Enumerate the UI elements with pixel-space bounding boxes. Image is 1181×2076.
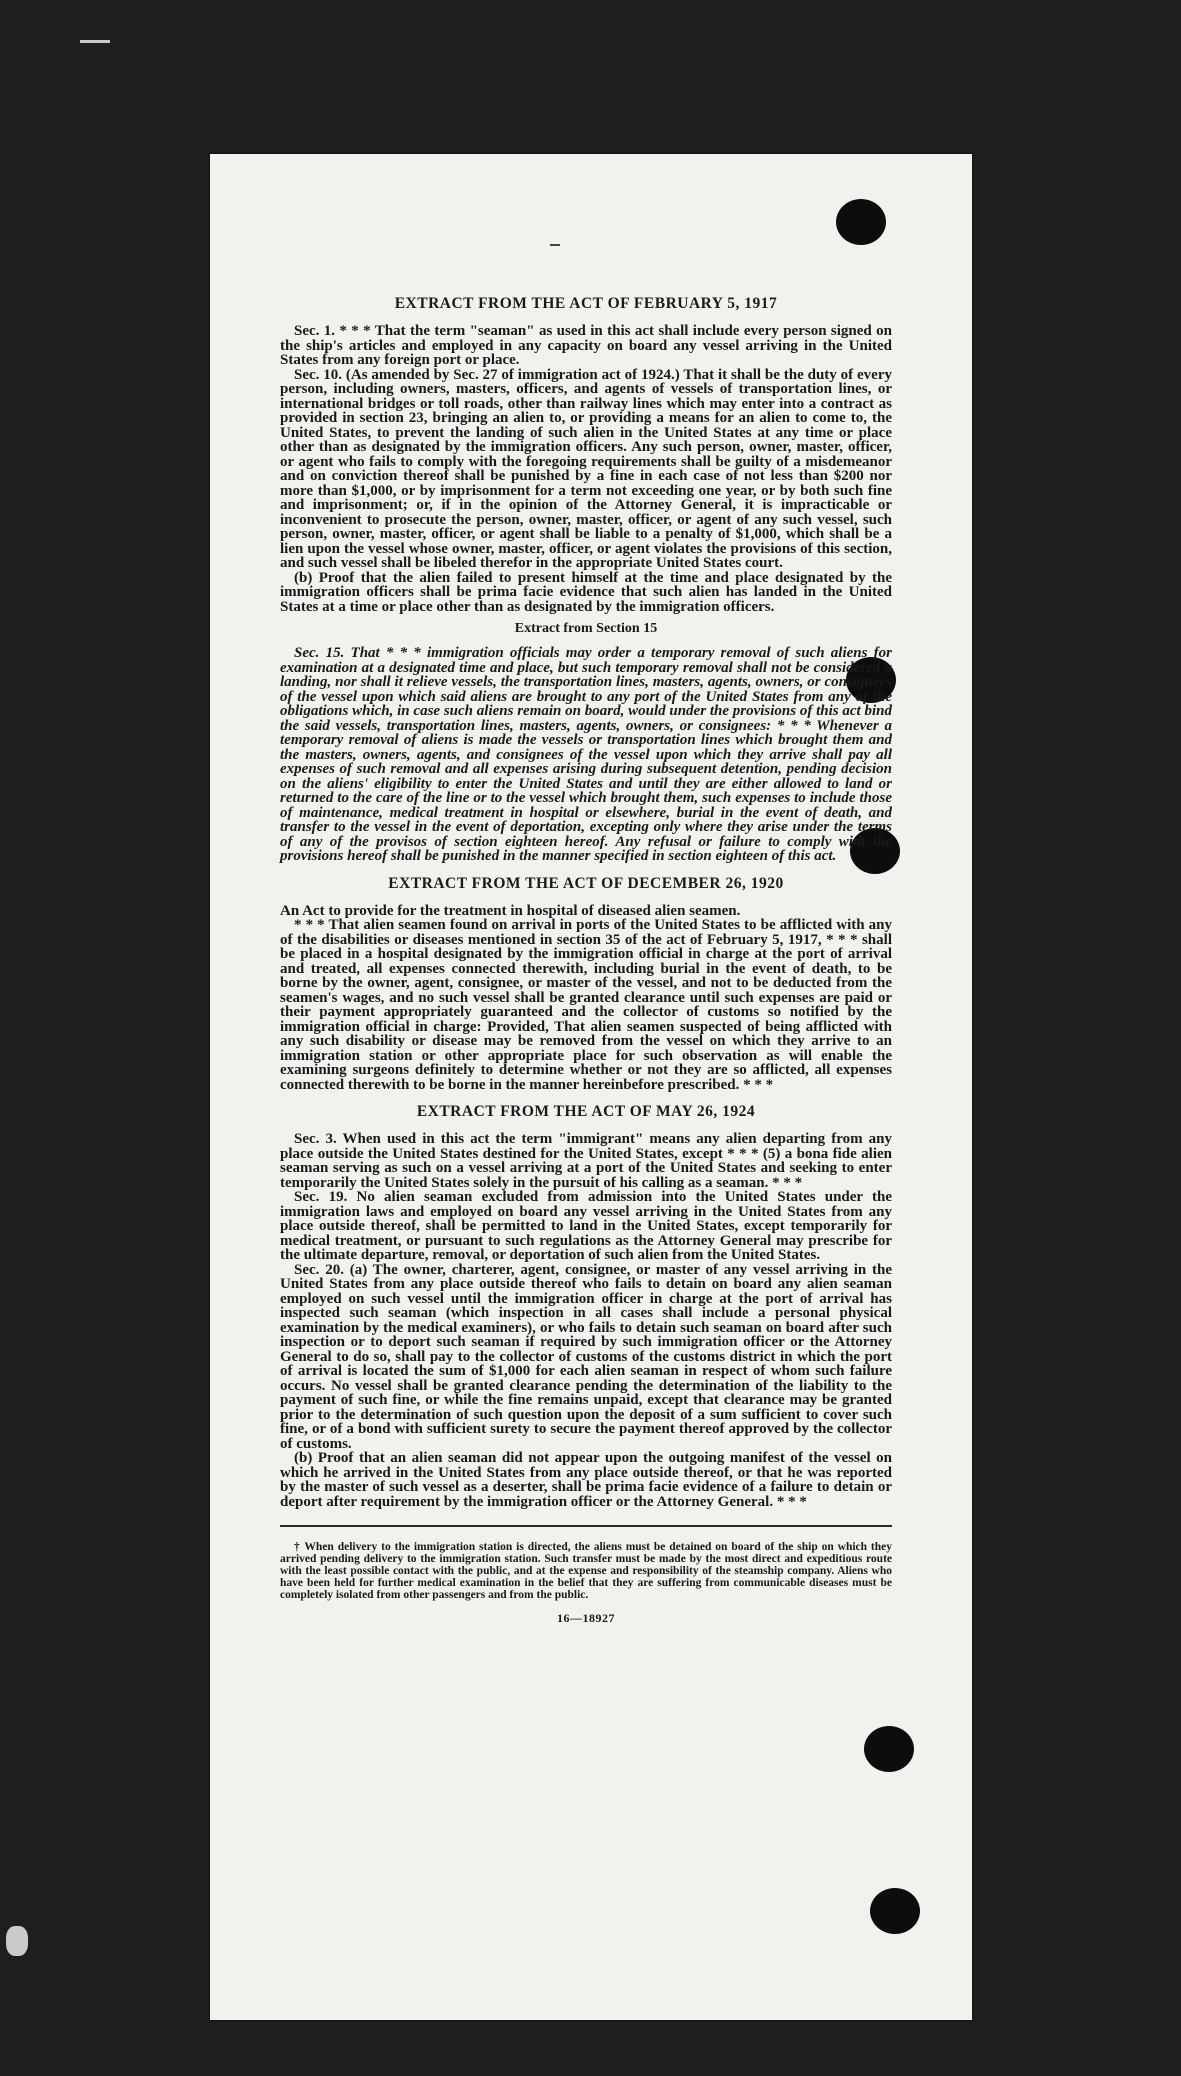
document-body xyxy=(280,294,892,1626)
heading-act-1917: EXTRACT FROM THE ACT OF FEBRUARY 5, 1917 xyxy=(394,295,778,312)
scan-artifact xyxy=(6,1926,28,1956)
section-3: Sec. 3. When used in this act the term "immigrant" means any alien departing from any place outside the United States destined for the United States, except * * * (5) a bona fide alien seaman serving as such on a vessel arriving at a port of the United States and seeking to enter temporarily the United States solely in the pursuit of his calling as a seaman. * * * xyxy=(280,1131,892,1191)
heading-section-15: Extract from Section 15 xyxy=(514,621,658,636)
footnote-divider xyxy=(280,1525,892,1527)
punch-hole xyxy=(870,1888,920,1934)
heading-act-1920: EXTRACT FROM THE ACT OF DECEMBER 26, 1920 xyxy=(388,874,784,892)
punch-hole xyxy=(864,1726,914,1772)
scan-artifact xyxy=(80,40,110,43)
section-15: Sec. 15. That * * * immigration officials may order a temporary removal of such aliens for examination at a designated time and place, but such temporary removal shall not be considered a landing, nor shall it relieve vessels, the transportation lines, masters, agents, owners, or consignees of the vessel upon which said aliens are brought to any port of the United States from any of the obligations which, in case such aliens remain on board, would under the provisions of this act bind the said vessels, transportation lines, masters, agents, owners, or consignees: * * * Whenever a temporary removal of aliens is made the vessels or transportation lines which brought them and the masters, owners, agents, and consignees of the vessel upon which they arrive shall pay all expenses of such removal and all expenses arising during subsequent detention, pending decision on the aliens' eligibility to enter the United States and until they are either allowed to land or returned to the care of the line or to the vessel which brought them, such expenses to include those of maintenance, medical treatment in hospital or elsewhere, burial in the event of death, and transfer to the vessel in the event of deportation, excepting only where they arise under the terms of any of the provisos of section eighteen hereof. Any refusal or failure to comply with the provisions hereof shall be punished in the manner specified in section eighteen of this act. xyxy=(280,645,892,864)
section-20: Sec. 20. (a) The owner, charterer, agent, consignee, or master of any vessel arriving in the United States from any place outside thereof who fails to detain on board any alien seaman employed on such vessel until the immigration officer in charge at the port of arrival has inspected such seaman (which inspection in all cases shall include a personal physical examination by the medical examiners), or who fails to detain such seaman on board after such inspection or to deport such seaman if required by such immigration officer or the Attorney General to do so, shall pay to the collector of customs of the customs district in which the port of arrival is located the sum of $1,000 for each alien seaman in respect of whom such failure occurs. No vessel shall be granted clearance pending the determination of the liability to the payment of such fine, or while the fine remains unpaid, except that clearance may be granted prior to the determination of such question upon the deposit of a sum sufficient to cover such fine, or of a bond with sufficient surety to secure the payment thereof approved by the collector of customs. xyxy=(280,1261,892,1452)
heading-act-1924: EXTRACT FROM THE ACT OF MAY 26, 1924 xyxy=(416,1103,756,1120)
act-1920-body: * * * That alien seamen found on arrival in ports of the United States to be afflicted with any of the disabilities or diseases mentioned in section 35 of the act of February 5, 1917, * * * shall be placed in a hospital designated by the immigration official in charge at the port of arrival and treated, all expenses connected therewith, including burial in the event of death, to be borne by the owner, agent, consignee, or master of the vessel, and not to be deducted from the seamen's wages, and no such vessel shall be granted clearance until such expenses are paid or their payment appropriately guaranteed and the collector of customs so notified by the immigration official in charge: Provided, That alien seamen suspected of being afflicted with any such disability or disease may be removed from the vessel on which they arrive to an immigration station or other appropriate place for such observation as will enable the examining surgeons definitely to determine whether or not they are so afflicted, all expenses connected therewith to be borne in the manner hereinbefore prescribed. * * * xyxy=(280,917,892,1093)
document-page xyxy=(210,154,972,2020)
section-10: Sec. 10. (As amended by Sec. 27 of immigration act of 1924.) That it shall be the duty of every person, including owners, masters, officers, and agents of vessels of transportation lines, or international bridges or toll roads, other than railway lines which may enter into a contract as provided in section 23, bringing an alien to, or providing a means for an alien to come to, the United States, to prevent the landing of such alien in the United States at any time or place other than as designated by the immigration officers. Any such person, owner, master, officer, or agent who fails to comply with the foregoing requirements shall be guilty of a misdemeanor and on conviction thereof shall be punished by a fine in each case of not less than $200 nor more than $1,000, or by imprisonment for a term not exceeding one year, or by both such fine and imprisonment; or, if in the opinion of the Attorney General, it is impracticable or inconvenient to prosecute the person, owner, master, officer, or agent of any such vessel, such person, owner, master, officer, or agent shall be liable to a penalty of $1,000, which shall be a lien upon the vessel whose owner, master, officer, or agent violates the provisions of this section, and such vessel shall be libeled therefor in the appropriate United States court. xyxy=(280,366,892,571)
form-number: 16—18927 xyxy=(557,1611,615,1625)
scan-artifact xyxy=(550,244,560,246)
section-1: Sec. 1. * * * That the term "seaman" as used in this act shall include every person signed on the ship's articles and employed in any capacity on board any vessel arriving in the United States from any foreign port or place. xyxy=(280,323,892,368)
section-20b: (b) Proof that an alien seaman did not appear upon the outgoing manifest of the vessel on which he arrived in the United States from any place outside thereof, or that he was reported by the master of such vessel as a deserter, shall be prima facie evidence of a failure to detain or deport after requirement by the immigration officer or the Attorney General. * * * xyxy=(280,1450,892,1510)
section-19: Sec. 19. No alien seaman excluded from admission into the United States under the immigration laws and employed on board any vessel arriving in the United States from any place outside thereof, shall be permitted to land in the United States, except temporarily for medical treatment, or pursuant to such regulations as the Attorney General may prescribe for the ultimate departure, removal, or deportation of such alien from the United States. xyxy=(280,1189,892,1263)
footnote: † When delivery to the immigration station is directed, the aliens must be detained on board of the ship on which they arrived pending delivery to the immigration station. Such transfer must be made by the most direct and expeditious route with the least possible contact with the public, and at the expense and responsibility of the steamship company. Aliens who have been held for further medical examination in the belief that they are suffering from communicable diseases must be completely isolated from other passengers and from the public. xyxy=(280,1541,892,1601)
section-10b: (b) Proof that the alien failed to present himself at the time and place designated by the immigration officers shall be prima facie evidence that such alien has landed in the United States at a time or place other than as designated by the immigration officers. xyxy=(280,569,892,615)
act-1920-title: An Act to provide for the treatment in hospital of diseased alien seamen. xyxy=(280,902,741,919)
punch-hole xyxy=(836,199,886,245)
